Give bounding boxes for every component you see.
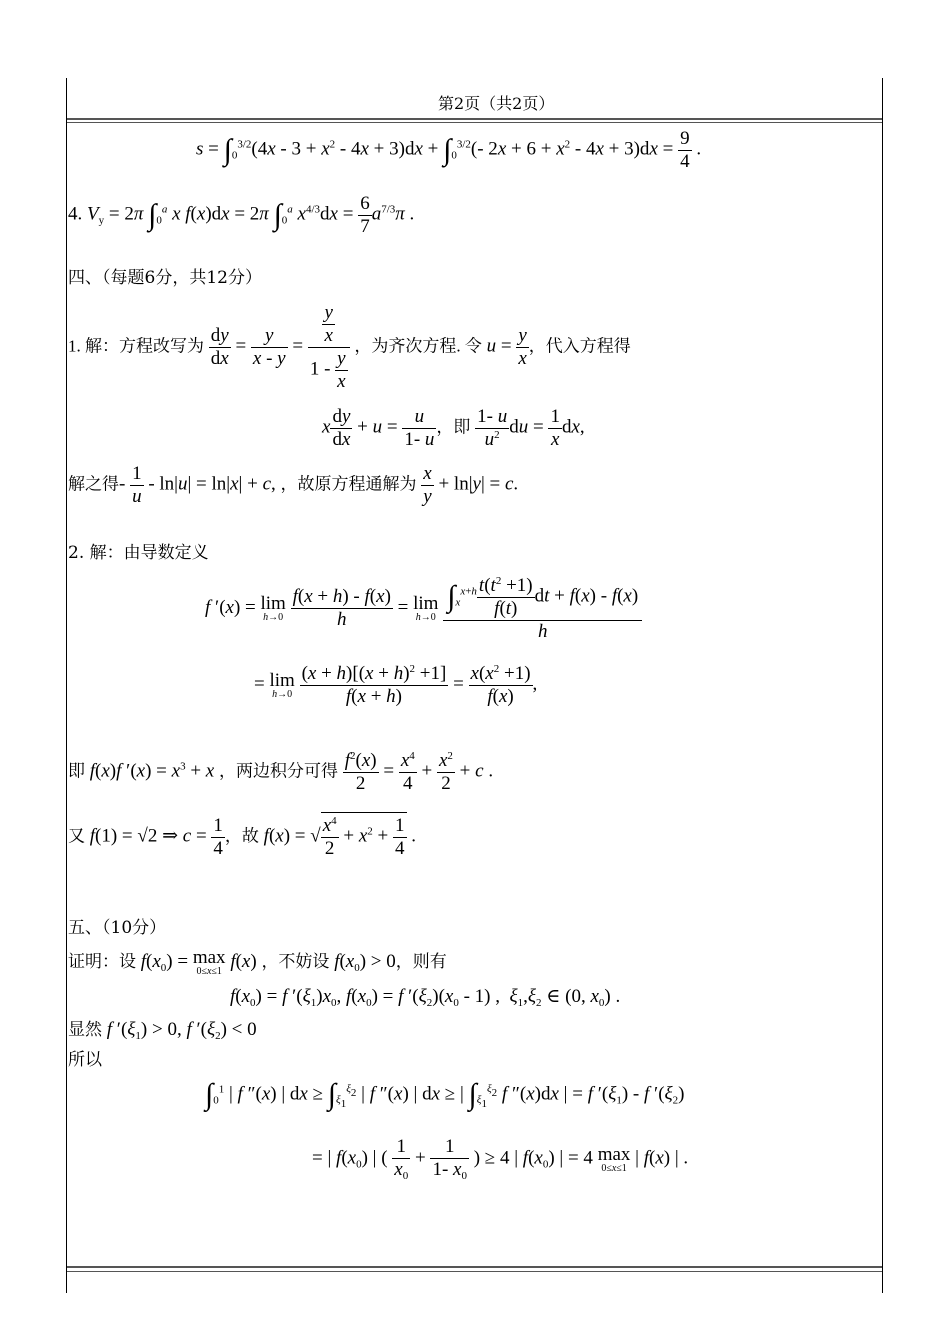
therefore: 所以 — [68, 1050, 102, 1070]
obvious-line: 显然 f $'(\xi_1) > 0$, f $'(\xi_2) < 0$ — [68, 1019, 257, 1042]
left-border — [66, 78, 67, 1293]
page-header: 第2页（共2页） — [438, 94, 555, 113]
q2-constant: 又 f(1) = √2 ⇒ c = $\frac{1}{4}$ ，故 f(x) = √ $\frac{x^4}{2}$ + $x^2$ + $\frac{1}{4}$ . — [68, 812, 416, 860]
item-4: 4. $V_y = 2\pi$ $\int_0^a$ x f(x)dx = 2π $\int_0^a$ $x^{4/3}dx$ = $\frac{6}{7}$ $a^{7/3}\pi$ . — [68, 193, 415, 237]
final-inequality: = | $f(x_0)$ | ( $\frac{1}{x_0}$ + $\frac{1}{1- x_0}$ ) ≥ 4 | $f(x_0)$ | = 4 max 0≤x≤1 | f(x) | . — [312, 1136, 689, 1182]
integral-inequality: $\int_0^1$ | f ″(x) | dx ≥ $\int_{\xi_1}^{\xi_2}$ | f ″(x) | dx ≥ | $\int_{\xi_1}^{\xi_2}$ f ″(x)dx | = f $'(\xi_1)$ - f $'(\xi_2)$ — [205, 1078, 685, 1111]
section-5-heading: 五、（10分） — [68, 918, 167, 938]
top-rule — [67, 118, 882, 120]
q2-limit-result: = lim h→0 $\frac{(x + h)[(x + h)^2 +1]}{f(x + h)}$ = $\frac{x(x^2 +1)}{f(x)}$ , — [254, 663, 538, 707]
formula-s: $s = \int_0^{3/2}(4x - 3 + x^2 - 4x + 3)dx + \int_0^{3/2}(-$ $2x + 6 + x^2 - 4x + 3)dx$ = $\frac{9}{4}$ . — [196, 128, 702, 172]
bottom-rule-thin — [67, 1271, 882, 1272]
q2-intro: 2. 解：由导数定义 — [68, 543, 209, 563]
q1-line1: 1. 解：方程改写为 $\frac{dy}{dx}$ = $\frac{y}{x - y}$ = $\frac{y}{x}$ 1 - $\frac{y}{x}$ ，为齐次方程. 令 u = $\frac{y}{x}$ ，代入方程得 — [68, 302, 631, 392]
right-border — [882, 78, 883, 1293]
bottom-rule — [67, 1266, 882, 1268]
mean-value-eq: $f(x_0) = f$ $'(\xi_1)x_0$, $f(x_0) = f$ $'(\xi_2)(x_0 - 1)$ , $\xi_1,\xi_2$ ∈ (0, $x_0$) . — [230, 986, 621, 1009]
proof-setup: 证明：设 $f(x_0)$ = max 0≤x≤1 f(x) ，不妨设 $f(x_0) > 0$，则有 — [68, 947, 447, 977]
top-rule-thin — [67, 122, 882, 123]
section-4-heading: 四、（每题6分，共12分） — [68, 268, 262, 288]
q2-equation: 即 f(x)f $'(x) = x^3 + x$ ，两边积分可得 $\frac{f^2(x)}{2}$ = $\frac{x^4}{4}$ + $\frac{x^2}{2}$ + c . — [68, 750, 494, 794]
q1-line2: x $\frac{dy}{dx}$ + u = $\frac{u}{1- u}$ ，即 $\frac{1- u}{u^2}$ du = $\frac{1}{x}$ dx, — [322, 406, 585, 450]
q1-solution: 解之得- $\frac{1}{u}$ - ln|u| = ln|x| + c, ，故原方程通解为 $\frac{x}{y}$ + ln|y| = c. — [68, 463, 519, 507]
q2-derivative-def: f ′(x) = lim h→0 $\frac{f(x + h) - f(x)}{h}$ = lim h→0 $\int_x^{x+h}$ $\frac{t(t^2 +1)}{f(t)}$ dt + f(x) - f(x) h — [205, 575, 642, 643]
